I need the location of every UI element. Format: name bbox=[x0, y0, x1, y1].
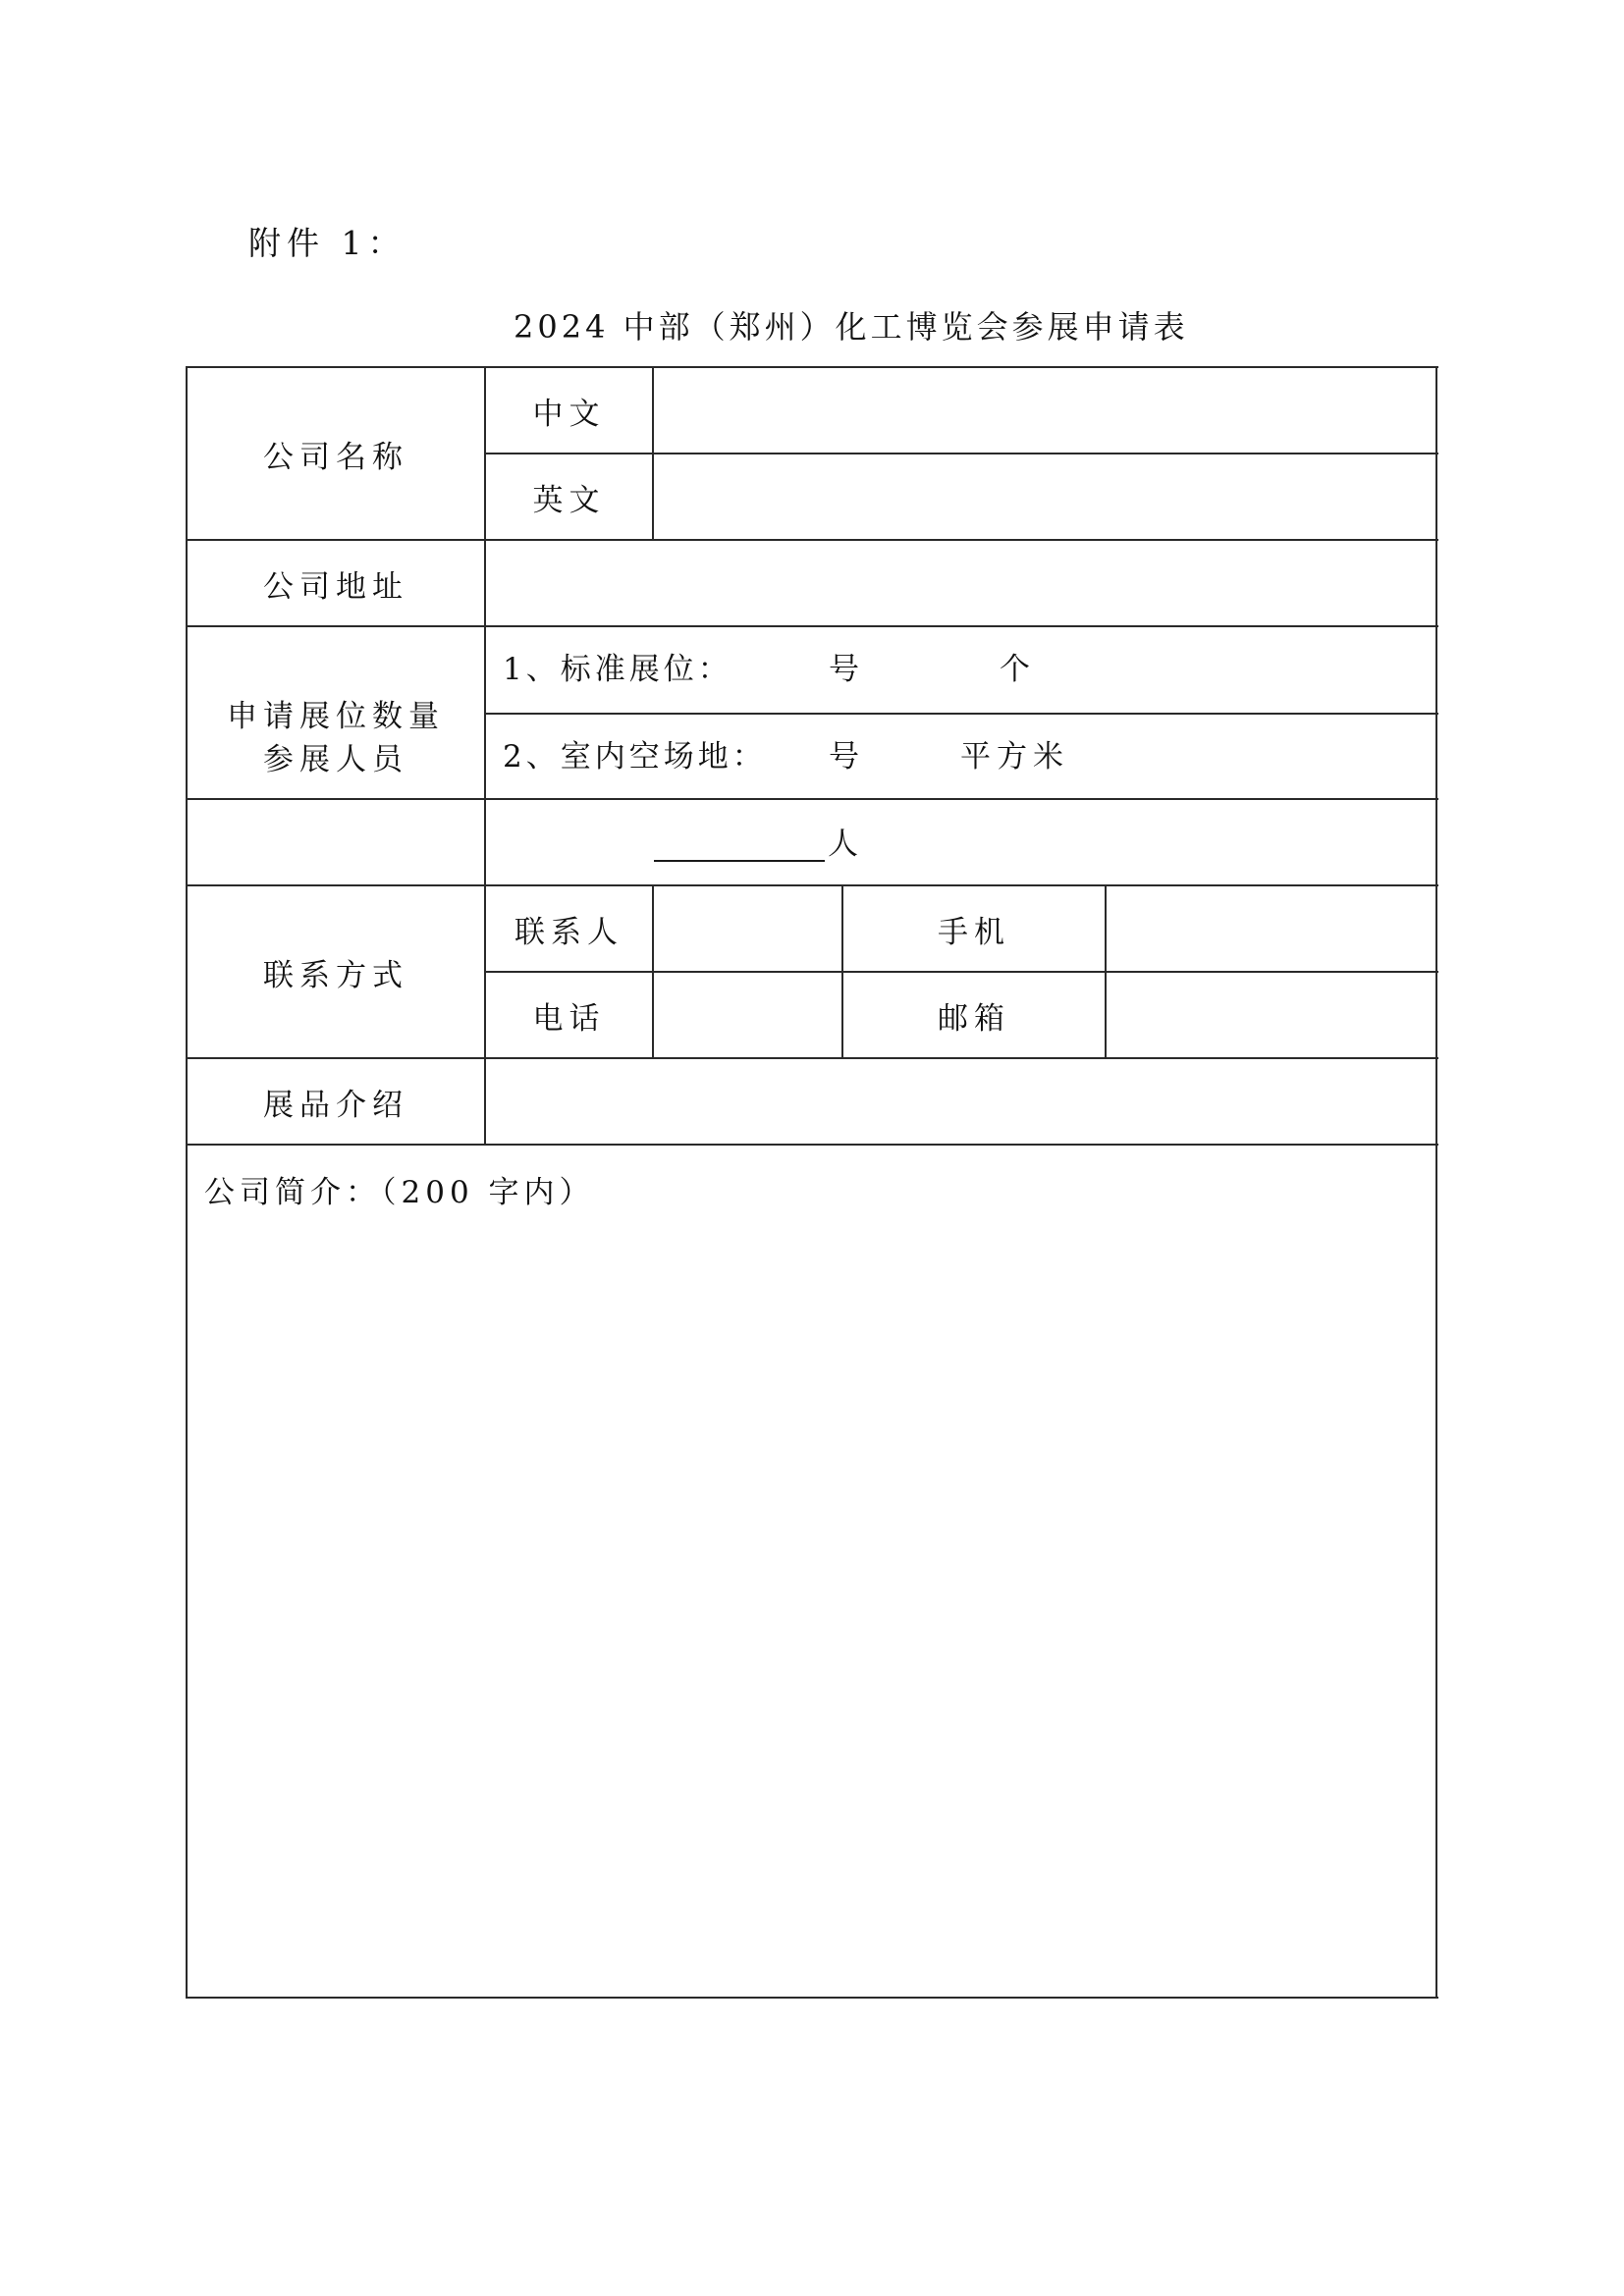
attendees-underline bbox=[654, 860, 825, 862]
attendees-label: 参展人员 bbox=[263, 741, 408, 777]
indoor-space-prefix: 2、室内空场地： bbox=[503, 739, 767, 774]
standard-booth-count-unit: 个 bbox=[1000, 652, 1036, 687]
row-divider bbox=[485, 713, 1438, 715]
english-name-label: 英文 bbox=[532, 482, 606, 518]
table-border-right bbox=[1435, 366, 1437, 1999]
chinese-name-label: 中文 bbox=[532, 396, 606, 432]
attachment-label: 附件 1： bbox=[248, 224, 406, 262]
contact-person-label: 联系人 bbox=[514, 914, 623, 950]
booth-quantity-label: 申请展位数量 bbox=[227, 698, 445, 734]
company-address-label: 公司地址 bbox=[263, 568, 408, 605]
company-address-field[interactable] bbox=[486, 541, 1435, 625]
standard-booth-number-unit: 号 bbox=[829, 652, 865, 687]
mobile-label: 手机 bbox=[938, 914, 1010, 950]
mobile-field[interactable] bbox=[1107, 886, 1435, 971]
email-label: 邮箱 bbox=[938, 1000, 1010, 1037]
phone-label: 电话 bbox=[532, 1000, 606, 1037]
email-field[interactable] bbox=[1107, 973, 1435, 1057]
exhibits-field[interactable] bbox=[486, 1059, 1435, 1144]
form-title: 2024 中部（郑州）化工博览会参展申请表 bbox=[514, 308, 1189, 346]
company-profile-field[interactable] bbox=[189, 1227, 1435, 1995]
contact-label: 联系方式 bbox=[263, 957, 408, 993]
indoor-space-number-unit: 号 bbox=[829, 739, 865, 774]
standard-booth-count-field[interactable] bbox=[868, 636, 996, 705]
english-name-field[interactable] bbox=[654, 454, 1435, 539]
company-profile-label: 公司简介：（200 字内） bbox=[204, 1175, 595, 1210]
indoor-space-number-field[interactable] bbox=[785, 722, 825, 791]
standard-booth-number-field[interactable] bbox=[746, 636, 825, 705]
indoor-space-area-unit: 平方米 bbox=[960, 739, 1069, 774]
contact-person-field[interactable] bbox=[654, 886, 841, 971]
exhibits-label: 展品介绍 bbox=[263, 1087, 408, 1123]
company-name-label: 公司名称 bbox=[263, 439, 408, 475]
table-border-bottom bbox=[187, 1997, 1438, 1999]
standard-booth-prefix: 1、标准展位： bbox=[503, 652, 732, 687]
chinese-name-field[interactable] bbox=[654, 368, 1435, 453]
attendees-count-field[interactable] bbox=[654, 805, 825, 860]
indoor-space-area-field[interactable] bbox=[868, 722, 956, 791]
attendees-unit: 人 bbox=[828, 827, 864, 862]
phone-field[interactable] bbox=[654, 973, 841, 1057]
